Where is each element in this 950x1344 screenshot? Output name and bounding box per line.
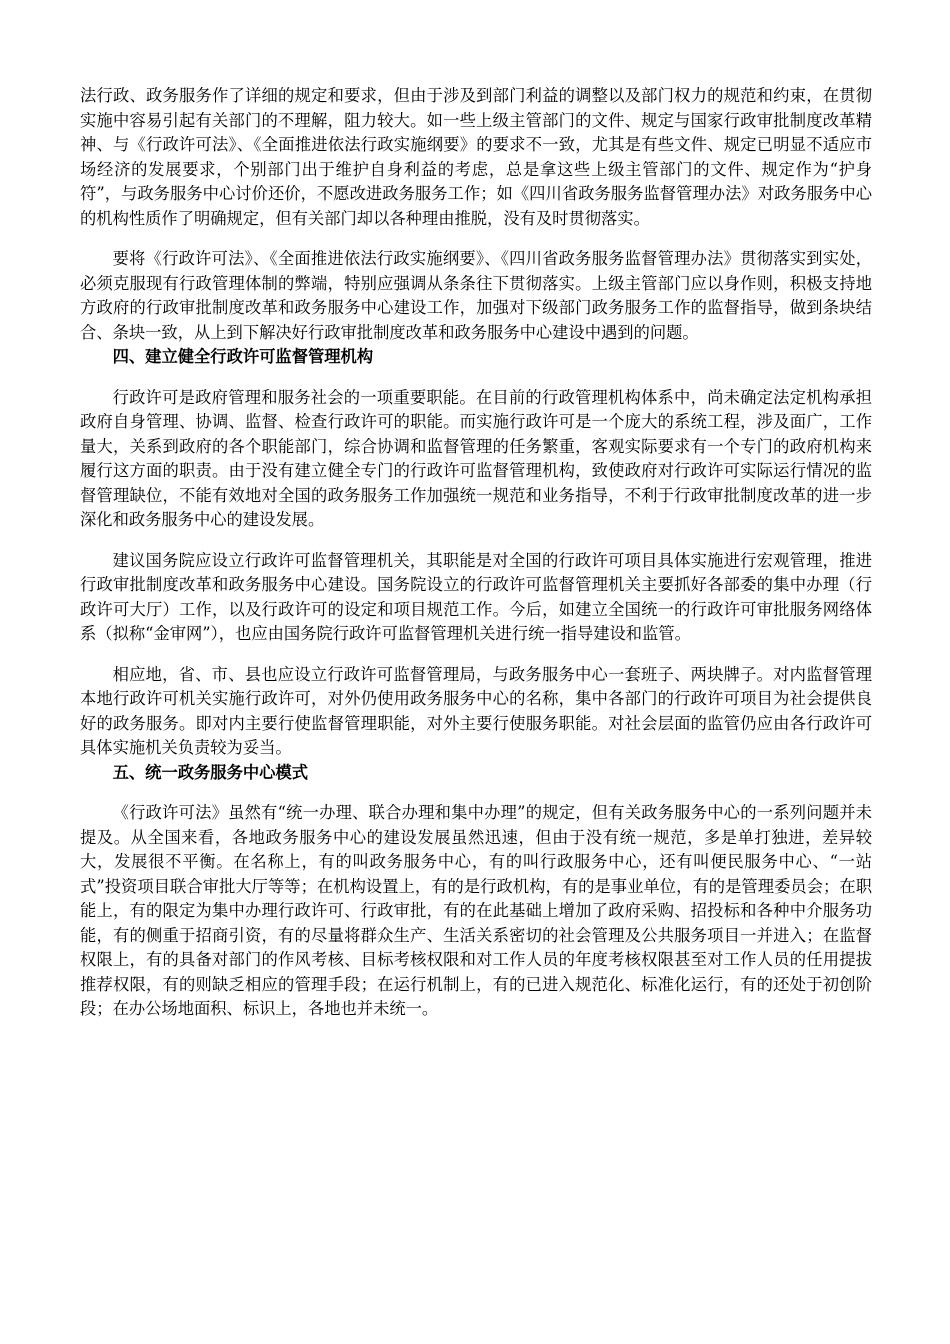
paragraph-state-council-proposal: 建议国务院应设立行政许可监督管理机关，其职能是对全国的行政许可项目具体实施进行宏观管理，推进行政审批制度改革和政务服务中心建设。国务院设立的行政许可监督管理机关主要抓好各部委的集中办理（行政许可大厅）工作，以及行政许可的设定和项目规范工作。今后，如建立全国统一的行政许可审批服务网络体系（拟称“金审网”），也应由国务院行政许可监督管理机关进行统一指导建设和监管。 — [80, 550, 872, 643]
paragraph-unified-model: 《行政许可法》虽然有“统一办理、联合办理和集中办理”的规定，但有关政务服务中心的一系列问题并未提及。从全国来看，各地政务服务中心的建设发展虽然迅速，但由于没有统一规范，多是单打独进，差异较大，发展很不平衡。在名称上，有的叫政务服务中心，有的叫行政服务中心，还有叫便民服务中心、“一站式”投资项目联合审批大厅等等；在机构设置上，有的是行政机构，有的是事业单位，有的是管理委员会；在职能上，有的限定为集中办理行政许可、行政审批，有的在此基础上增加了政府采购、招投标和各种中介服务功能，有的侧重于招商引资，有的尽量将群众生产、生活关系密切的社会管理及公共服务项目一并进入；在监督权限上，有的具备对部门的作风考核、目标考核权限和对工作人员的年度考核权限甚至对工作人员的任用提拔推荐权限，有的则缺乏相应的管理手段；在运行机制上，有的已进入规范化、标准化运行，有的还处于初创阶段；在办公场地面积、标识上，各地也并未统一。 — [80, 803, 872, 1018]
paragraph-local-bureaus: 相应地，省、市、县也应设立行政许可监督管理局，与政务服务中心一套班子、两块牌子。对内监督管理本地行政许可机关实施行政许可，对外仍使用政务服务中心的名称，集中各部门的行政许可项目为社会提供良好的政务服务。即对内主要行使监督管理职能，对外主要行使服务职能。对社会层面的监管仍应由各行政许可具体实施机关负责较为妥当。 — [80, 664, 872, 757]
section-heading-5: 五、统一政务服务中心模式 — [112, 762, 308, 782]
document-body — [80, 84, 872, 1022]
paragraph-licensing-function: 行政许可是政府管理和服务社会的一项重要职能。在目前的行政管理机构体系中，尚未确定法定机构承担政府自身管理、协调、监督、检查行政许可的职能。而实施行政许可是一个庞大的系统工程，涉及面广，工作量大，关系到政府的各个职能部门，综合协调和监督管理的任务繁重，客观实际要求有一个专门的政府机构来履行这方面的职责。由于没有建立健全专门的行政许可监督管理机构，致使政府对行政许可实际运行情况的监督管理缺位，不能有效地对全国的政务服务工作加强统一规范和业务指导，不利于行政审批制度改革的进一步深化和政务服务中心的建设发展。 — [80, 387, 872, 529]
section-heading-4: 四、建立健全行政许可监督管理机构 — [112, 347, 374, 366]
paragraph-implementation: 要将《行政许可法》、《全面推进依法行政实施纲要》、《四川省政务服务监督管理办法》贯彻落实到实处，必须克服现有行政管理体制的弊端，特别应强调从条条往下贯彻落实。上级主管部门应以身作则，积极支持地方政府的行政审批制度改革和政务服务中心建设工作，加强对下级部门政务服务工作的监督指导，做到条块结合、条块一致，从上到下解决好行政审批制度改革和政务服务中心建设中遇到的问题。 — [80, 249, 872, 342]
paragraph-continued: 法行政、政务服务作了详细的规定和要求，但由于涉及到部门利益的调整以及部门权力的规范和约束，在贯彻实施中容易引起有关部门的不理解，阻力较大。如一些上级主管部门的文件、规定与国家行政审批制度改革精神、与《行政许可法》、《全面推进依法行政实施纲要》的要求不一致，尤其是有些文件、规定已明显不适应市场经济的发展要求，个别部门出于维护自身利益的考虑，总是拿这些上级主管部门的文件、规定作为“护身符”，与政务服务中心讨价还价，不愿改进政务服务工作；如《四川省政务服务监督管理办法》对政务服务中心的机构性质作了明确规定，但有关部门却以各种理由推脱，没有及时贯彻落实。 — [80, 86, 872, 228]
